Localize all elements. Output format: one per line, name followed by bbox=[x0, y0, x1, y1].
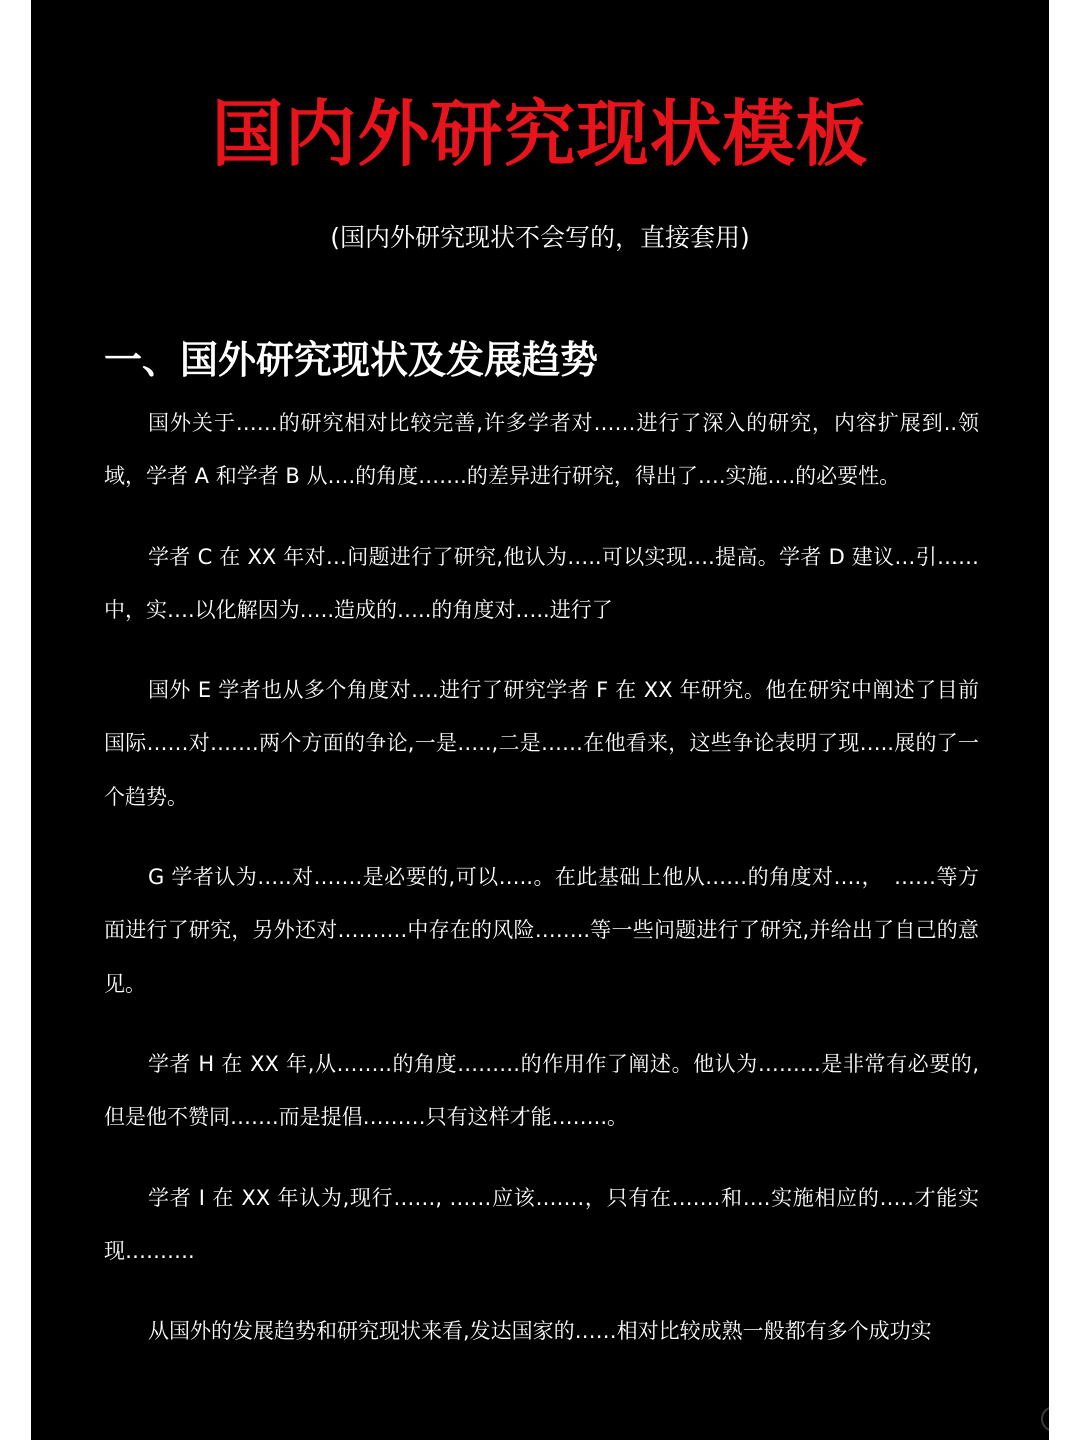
page-title: 国内外研究现状模板 bbox=[211, 92, 869, 176]
paragraph: G 学者认为…..对…….是必要的,可以…..。在此基础上他从……的角度对….， ……等方面进行了研究，另外还对……….中存在的风险……..等一些问题进行了研究,并给出了自己的意见。 bbox=[104, 865, 979, 996]
document-page bbox=[31, 0, 1049, 1440]
paragraph: 学者 C 在 XX 年对…问题进行了研究,他认为…..可以实现….提高。学者 D 建议…引……中，实….以化解因为…..造成的…..的角度对…..进行了 bbox=[104, 544, 979, 622]
paragraph: 国外关于……的研究相对比较完善,许多学者对……进行了深入的研究，内容扩展到..领域，学者 A 和学者 B 从….的角度…….的差异进行研究，得出了….实施….的必要性。 bbox=[104, 411, 979, 489]
section-heading: 一、国外研究现状及发展趋势 bbox=[104, 338, 599, 382]
body-text bbox=[104, 397, 979, 1385]
page-subtitle: (国内外研究现状不会写的，直接套用) bbox=[330, 223, 750, 252]
paragraph: 从国外的发展趋势和研究现状来看,发达国家的……相对比较成熟一般都有多个成功实 bbox=[148, 1319, 932, 1344]
paragraph: 国外 E 学者也从多个角度对….进行了研究学者 F 在 XX 年研究。他在研究中阐述了目前国际……对…….两个方面的争论,一是…..,二是……在他看来，这些争论表明了现…..展的了一个趋势。 bbox=[104, 678, 979, 809]
paragraph: 学者 I 在 XX 年认为,现行……, ……应该…….，只有在…….和….实施相应的…..才能实现………. bbox=[104, 1185, 979, 1263]
paragraph: 学者 H 在 XX 年,从……..的角度………的作用作了阐述。他认为………是非常有必要的,但是他不赞同…….而是提倡………只有这样才能……..。 bbox=[104, 1051, 979, 1130]
watermark-icon bbox=[1041, 1406, 1049, 1432]
